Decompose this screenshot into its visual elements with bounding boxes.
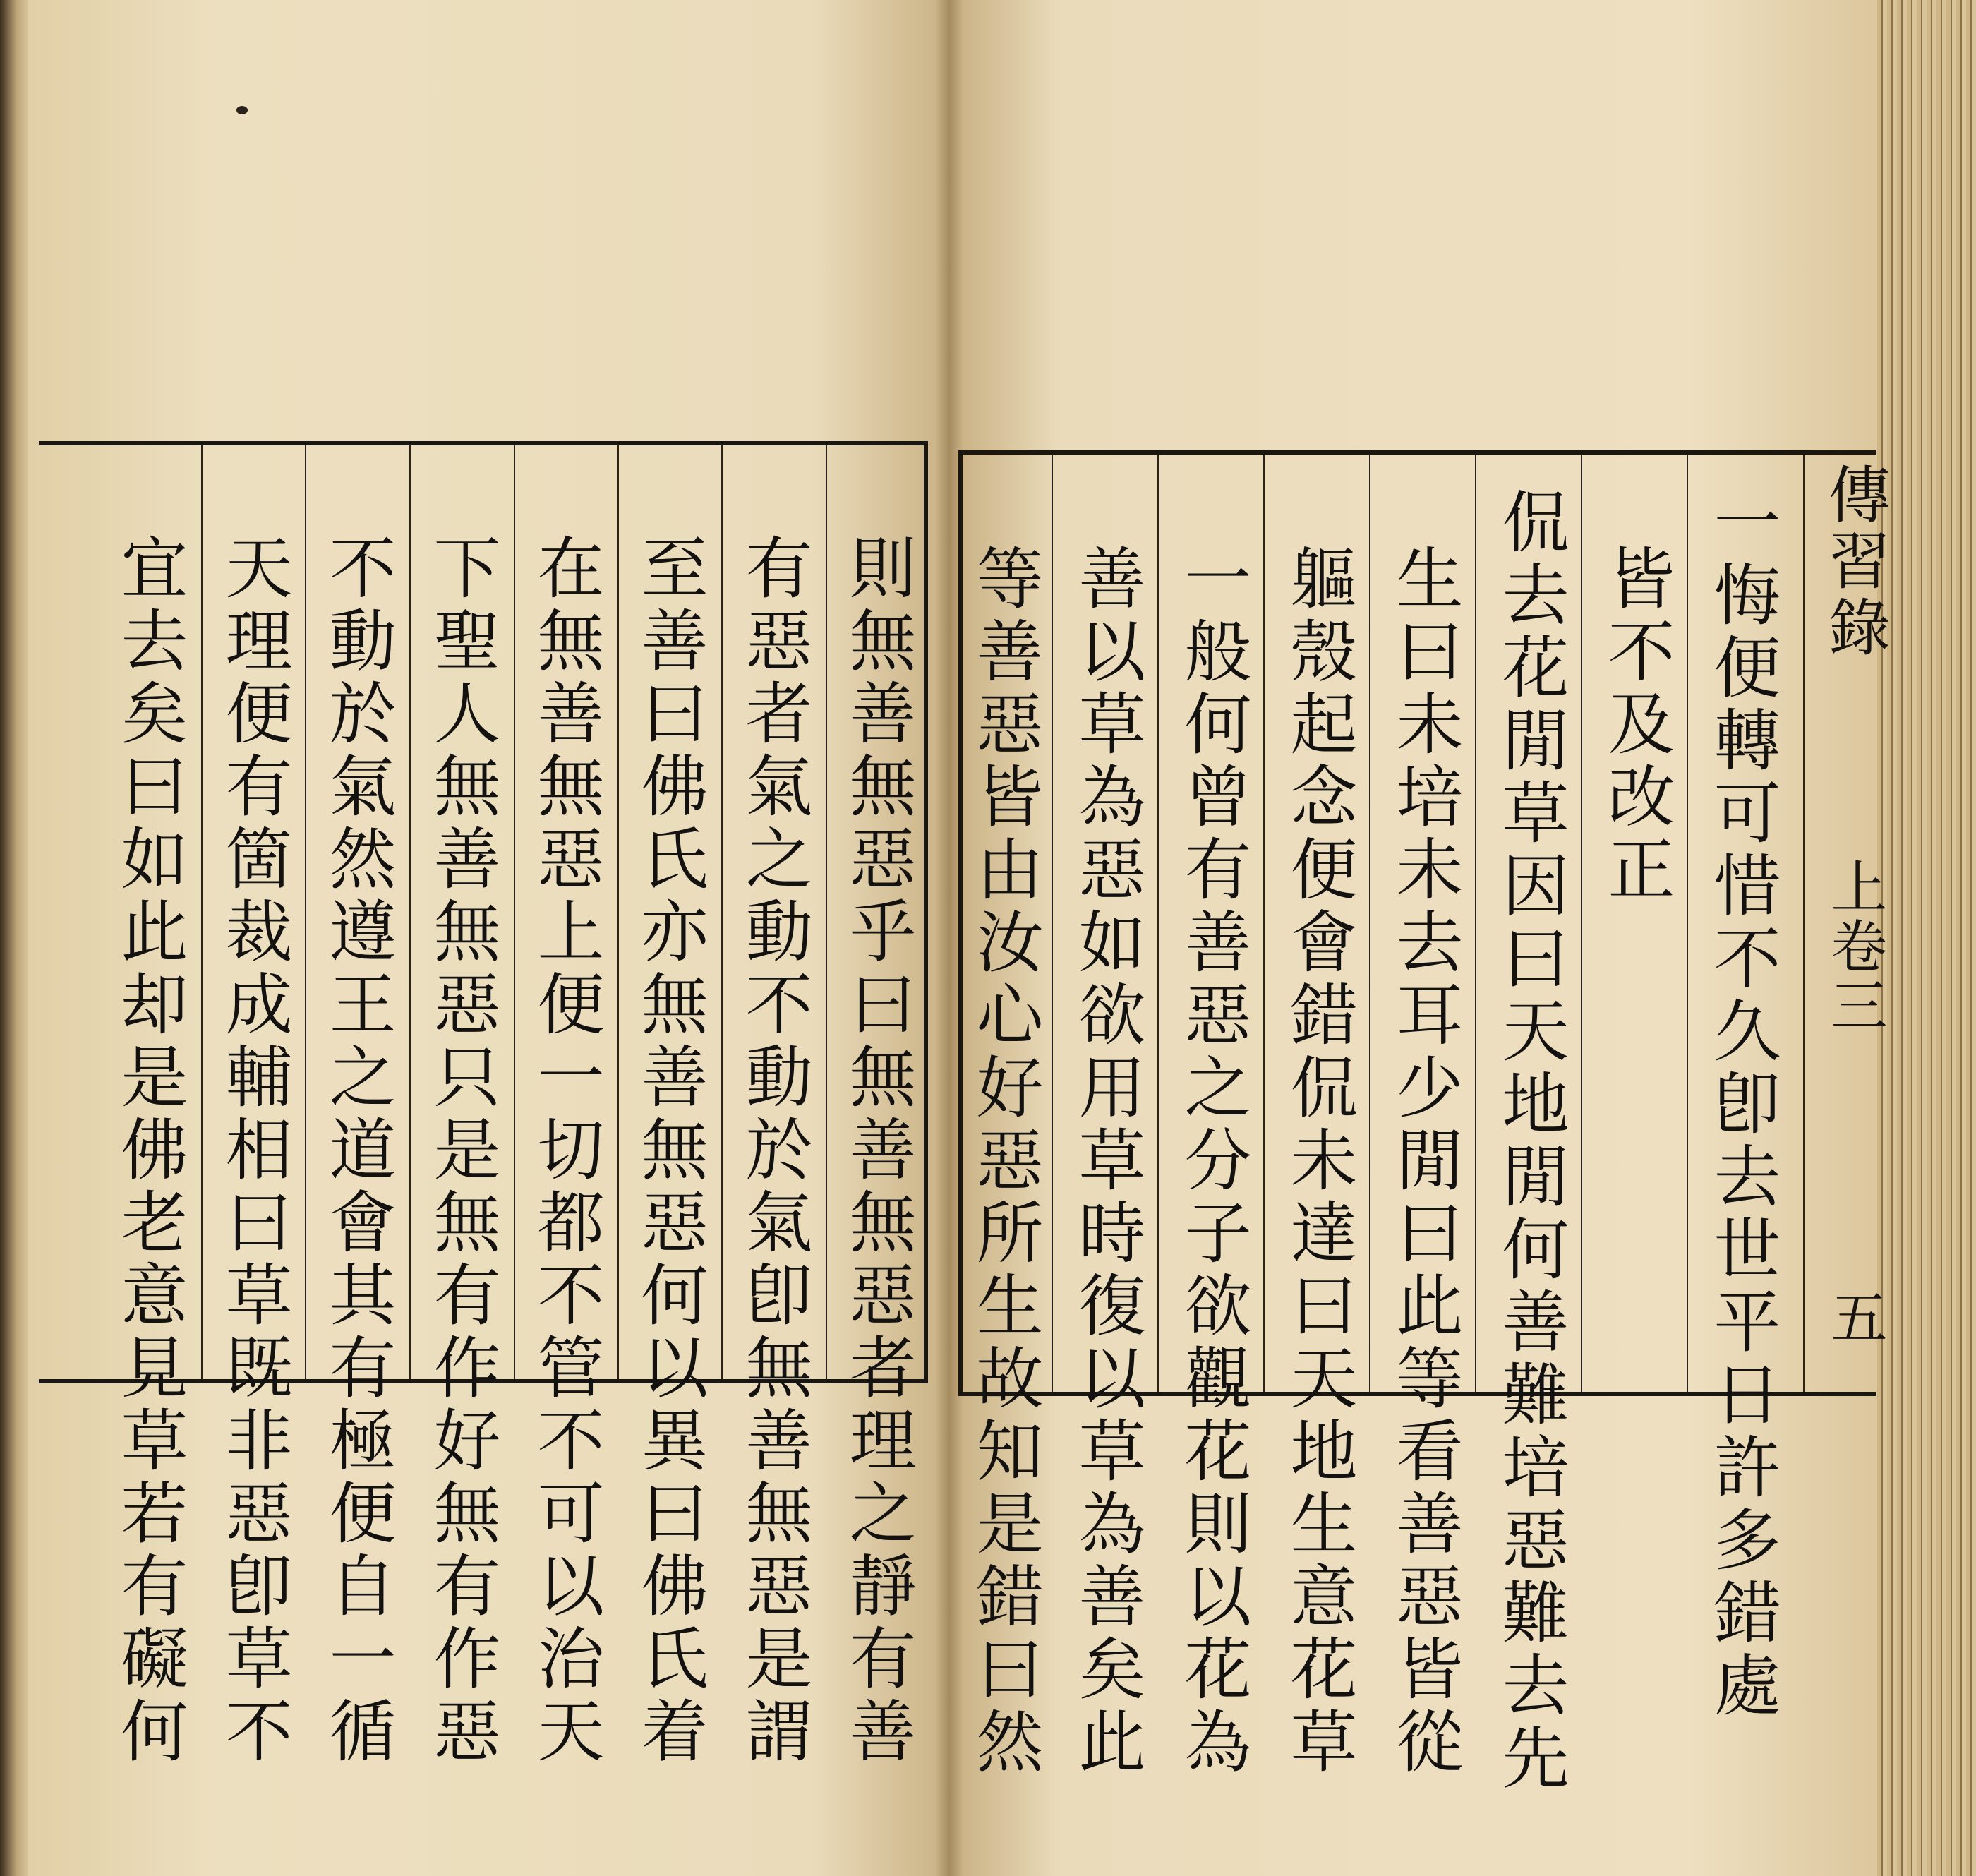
column-rule — [1263, 455, 1265, 1392]
left-text-column-7: 天理便有箇裁成輔相曰草既非惡卽草不 — [215, 533, 292, 1769]
left-text-column-3: 至善曰佛氏亦無善無惡何以異曰佛氏着 — [630, 533, 708, 1769]
ink-dot — [236, 106, 248, 114]
right-text-column-6: 一般何曾有善惡之分子欲觀花則以花為 — [1174, 543, 1251, 1779]
right-text-column-2: 皆不及改正 — [1597, 543, 1675, 907]
column-rule — [826, 445, 827, 1379]
column-rule — [1369, 455, 1370, 1392]
left-text-column-4: 在無善無惡上便一切都不管不可以治天 — [526, 533, 604, 1769]
column-rule — [1475, 455, 1476, 1392]
right-text-column-7: 善以草為惡如欲用草時復以草為善矣此 — [1068, 543, 1145, 1779]
column-rule — [618, 445, 619, 1379]
column-rule — [721, 445, 723, 1379]
book-left-edge — [0, 0, 28, 1876]
right-text-column-3: 侃去花閒草因曰天地閒何善難培惡難去先 — [1491, 487, 1569, 1796]
margin-folio-number: 五 — [1821, 1288, 1887, 1345]
left-text-column-5: 下聖人無善無惡只是無有作好無有作惡 — [423, 533, 500, 1769]
left-text-column-2: 有惡者氣之動不動於氣卽無善無惡是謂 — [735, 533, 812, 1769]
margin-rule — [1803, 455, 1805, 1392]
margin-book-title: 傳習錄 — [1819, 462, 1891, 661]
column-rule — [514, 445, 515, 1379]
column-rule — [1052, 455, 1053, 1392]
left-text-column-6: 不動於氣然遵王之道會其有極便自一循 — [318, 533, 396, 1769]
left-text-column-1: 則無善無惡乎曰無善無惡者理之靜有善 — [838, 533, 916, 1769]
column-rule — [1687, 455, 1688, 1392]
column-rule — [201, 445, 203, 1379]
right-text-column-8: 等善惡皆由汝心好惡所生故知是錯曰然 — [965, 543, 1043, 1779]
right-text-column-4: 生曰未培未去耳少閒曰此等看善惡皆從 — [1385, 543, 1463, 1779]
right-text-column-1: 一悔便轉可惜不久卽去世平日許多錯處 — [1703, 487, 1781, 1723]
column-rule — [1581, 455, 1582, 1392]
column-rule — [1157, 455, 1159, 1392]
right-text-column-5: 軀殼起念便會錯侃未達曰天地生意花草 — [1279, 543, 1357, 1779]
column-rule — [305, 445, 306, 1379]
left-text-column-8: 宜去矣曰如此却是佛老意見草若有礙何 — [110, 533, 188, 1769]
column-rule — [409, 445, 411, 1379]
margin-volume: 上卷三 — [1821, 858, 1887, 1035]
